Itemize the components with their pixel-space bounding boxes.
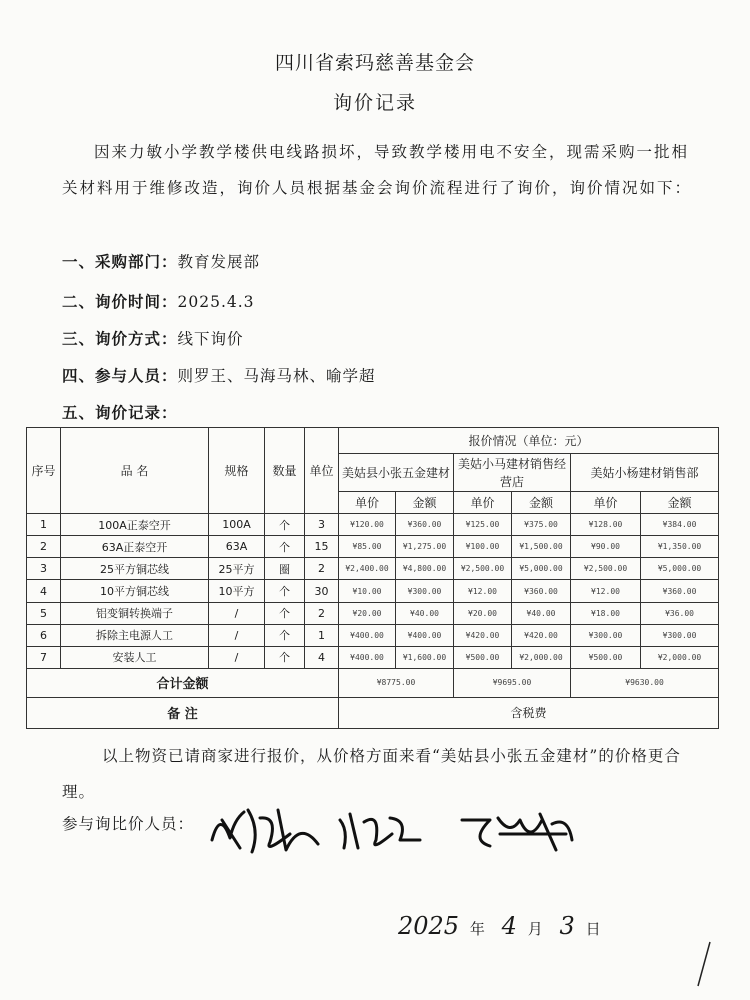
row-unit-price: ¥2,500.00 bbox=[454, 558, 512, 580]
date-day: 3 bbox=[559, 912, 575, 940]
organization-name: 四川省索玛慈善基金会 bbox=[274, 52, 475, 74]
row-unit: 15 bbox=[305, 536, 339, 558]
row-unit-price: ¥90.00 bbox=[571, 536, 641, 558]
item-inquiry-time bbox=[62, 290, 255, 312]
row-amount: ¥1,600.00 bbox=[396, 646, 454, 668]
date-line bbox=[398, 912, 601, 940]
row-unit-price: ¥2,400.00 bbox=[339, 558, 396, 580]
row-spec: 10平方 bbox=[209, 580, 265, 602]
row-amount: ¥420.00 bbox=[512, 624, 571, 646]
row-spec: 100A bbox=[209, 514, 265, 536]
row-unit: 3 bbox=[305, 514, 339, 536]
table-row bbox=[27, 514, 719, 536]
total-vendor-3: ¥9630.00 bbox=[571, 668, 719, 697]
row-spec: / bbox=[209, 624, 265, 646]
row-qty: 个 bbox=[265, 514, 305, 536]
table-row bbox=[27, 536, 719, 558]
row-amount: ¥5,000.00 bbox=[512, 558, 571, 580]
row-amount: ¥384.00 bbox=[641, 514, 719, 536]
row-unit-price: ¥500.00 bbox=[454, 646, 512, 668]
total-label: 合计金额 bbox=[27, 668, 339, 697]
row-amount: ¥40.00 bbox=[512, 602, 571, 624]
table-row bbox=[27, 580, 719, 602]
item-label: 二、询价时间： bbox=[62, 292, 178, 311]
row-unit: 2 bbox=[305, 558, 339, 580]
intro-paragraph: 因来力敏小学教学楼供电线路损坏，导致教学楼用电不安全，现需采购一批相关材料用于维修改造，询价人员根据基金会询价流程进行了询价，询价情况如下： bbox=[62, 143, 693, 197]
row-unit-price: ¥85.00 bbox=[339, 536, 396, 558]
signature-label: 参与询比价人员： bbox=[62, 815, 195, 833]
row-unit-price: ¥128.00 bbox=[571, 514, 641, 536]
vendor-3: 美姑小杨建材销售部 bbox=[571, 454, 719, 492]
row-unit-price: ¥400.00 bbox=[339, 624, 396, 646]
row-amount: ¥300.00 bbox=[641, 624, 719, 646]
header-amount: 金额 bbox=[396, 492, 454, 514]
item-label: 五、询价记录： bbox=[62, 403, 178, 422]
header-name: 品 名 bbox=[61, 428, 209, 514]
row-spec: 63A bbox=[209, 536, 265, 558]
item-value: 线下询价 bbox=[177, 330, 244, 348]
row-amount: ¥360.00 bbox=[396, 514, 454, 536]
row-seq: 4 bbox=[27, 580, 61, 602]
header-amount: 金额 bbox=[512, 492, 571, 514]
date-year: 2025 bbox=[398, 912, 460, 940]
row-amount: ¥1,500.00 bbox=[512, 536, 571, 558]
row-name: 铝变铜转换端子 bbox=[61, 602, 209, 624]
table-row bbox=[27, 646, 719, 668]
row-seq: 1 bbox=[27, 514, 61, 536]
date-year-suffix: 年 bbox=[469, 920, 485, 938]
item-label: 三、询价方式： bbox=[62, 329, 178, 348]
row-unit: 4 bbox=[305, 646, 339, 668]
row-qty: 个 bbox=[265, 536, 305, 558]
date-month-suffix: 月 bbox=[527, 920, 543, 938]
row-unit-price: ¥20.00 bbox=[339, 602, 396, 624]
row-name: 25平方铜芯线 bbox=[61, 558, 209, 580]
row-spec: / bbox=[209, 646, 265, 668]
row-unit-price: ¥2,500.00 bbox=[571, 558, 641, 580]
vendor-2: 美姑小马建材销售经营店 bbox=[454, 454, 571, 492]
item-purchase-dept bbox=[62, 250, 260, 272]
row-seq: 7 bbox=[27, 646, 61, 668]
row-amount: ¥1,350.00 bbox=[641, 536, 719, 558]
item-label: 一、采购部门： bbox=[62, 252, 178, 271]
document-title: 询价记录 bbox=[332, 92, 417, 114]
item-value: 则罗王、马海马林、喻学超 bbox=[177, 367, 376, 385]
row-qty: 个 bbox=[265, 602, 305, 624]
header-amount: 金额 bbox=[641, 492, 719, 514]
row-unit: 2 bbox=[305, 602, 339, 624]
handwritten-signatures bbox=[200, 790, 580, 870]
quotation-table bbox=[26, 427, 719, 729]
total-vendor-2: ¥9695.00 bbox=[454, 668, 571, 697]
item-label: 四、参与人员： bbox=[62, 366, 178, 385]
row-qty: 个 bbox=[265, 624, 305, 646]
header-seq: 序号 bbox=[27, 428, 61, 514]
row-qty: 个 bbox=[265, 580, 305, 602]
row-unit-price: ¥12.00 bbox=[571, 580, 641, 602]
row-name: 10平方铜芯线 bbox=[61, 580, 209, 602]
row-amount: ¥360.00 bbox=[512, 580, 571, 602]
row-seq: 5 bbox=[27, 602, 61, 624]
row-amount: ¥360.00 bbox=[641, 580, 719, 602]
row-unit-price: ¥400.00 bbox=[339, 646, 396, 668]
row-unit-price: ¥20.00 bbox=[454, 602, 512, 624]
header-quote: 报价情况（单位：元） bbox=[339, 428, 719, 454]
row-amount: ¥4,800.00 bbox=[396, 558, 454, 580]
item-value: 教育发展部 bbox=[177, 253, 261, 271]
total-vendor-1: ¥8775.00 bbox=[339, 668, 454, 697]
row-amount: ¥40.00 bbox=[396, 602, 454, 624]
vendor-1: 美姑县小张五金建材 bbox=[339, 454, 454, 492]
row-name: 100A正泰空开 bbox=[61, 514, 209, 536]
date-month: 4 bbox=[501, 912, 517, 940]
row-amount: ¥400.00 bbox=[396, 624, 454, 646]
header-price: 单价 bbox=[454, 492, 512, 514]
item-inquiry-record bbox=[62, 401, 178, 423]
row-amount: ¥2,000.00 bbox=[641, 646, 719, 668]
row-name: 安装人工 bbox=[61, 646, 209, 668]
header-spec: 规格 bbox=[209, 428, 265, 514]
pen-stroke-mark bbox=[690, 940, 720, 990]
row-spec: 25平方 bbox=[209, 558, 265, 580]
row-unit-price: ¥300.00 bbox=[571, 624, 641, 646]
row-qty: 圈 bbox=[265, 558, 305, 580]
row-seq: 2 bbox=[27, 536, 61, 558]
row-amount: ¥36.00 bbox=[641, 602, 719, 624]
row-seq: 6 bbox=[27, 624, 61, 646]
remark-label: 备 注 bbox=[27, 697, 339, 728]
row-amount: ¥300.00 bbox=[396, 580, 454, 602]
row-amount: ¥375.00 bbox=[512, 514, 571, 536]
row-unit-price: ¥500.00 bbox=[571, 646, 641, 668]
row-unit-price: ¥12.00 bbox=[454, 580, 512, 602]
row-seq: 3 bbox=[27, 558, 61, 580]
header-price: 单价 bbox=[571, 492, 641, 514]
remark-value: 含税费 bbox=[339, 697, 719, 728]
table-row bbox=[27, 624, 719, 646]
item-participants bbox=[62, 364, 376, 386]
row-unit-price: ¥10.00 bbox=[339, 580, 396, 602]
row-unit: 1 bbox=[305, 624, 339, 646]
table-row bbox=[27, 602, 719, 624]
table-row bbox=[27, 558, 719, 580]
row-amount: ¥1,275.00 bbox=[396, 536, 454, 558]
row-name: 拆除主电源人工 bbox=[61, 624, 209, 646]
row-unit: 30 bbox=[305, 580, 339, 602]
row-unit-price: ¥420.00 bbox=[454, 624, 512, 646]
row-unit-price: ¥100.00 bbox=[454, 536, 512, 558]
header-price: 单价 bbox=[339, 492, 396, 514]
row-unit-price: ¥120.00 bbox=[339, 514, 396, 536]
row-qty: 个 bbox=[265, 646, 305, 668]
row-unit-price: ¥125.00 bbox=[454, 514, 512, 536]
date-day-suffix: 日 bbox=[585, 920, 601, 938]
header-unit: 单位 bbox=[305, 428, 339, 514]
conclusion-paragraph: 以上物资已请商家进行报价，从价格方面来看“美姑县小张五金建材”的价格更合理。 bbox=[62, 747, 681, 801]
row-name: 63A正泰空开 bbox=[61, 536, 209, 558]
header-qty: 数量 bbox=[265, 428, 305, 514]
row-amount: ¥2,000.00 bbox=[512, 646, 571, 668]
row-unit-price: ¥18.00 bbox=[571, 602, 641, 624]
row-spec: / bbox=[209, 602, 265, 624]
item-value: 2025.4.3 bbox=[177, 293, 255, 311]
item-inquiry-method bbox=[62, 327, 244, 349]
row-amount: ¥5,000.00 bbox=[641, 558, 719, 580]
